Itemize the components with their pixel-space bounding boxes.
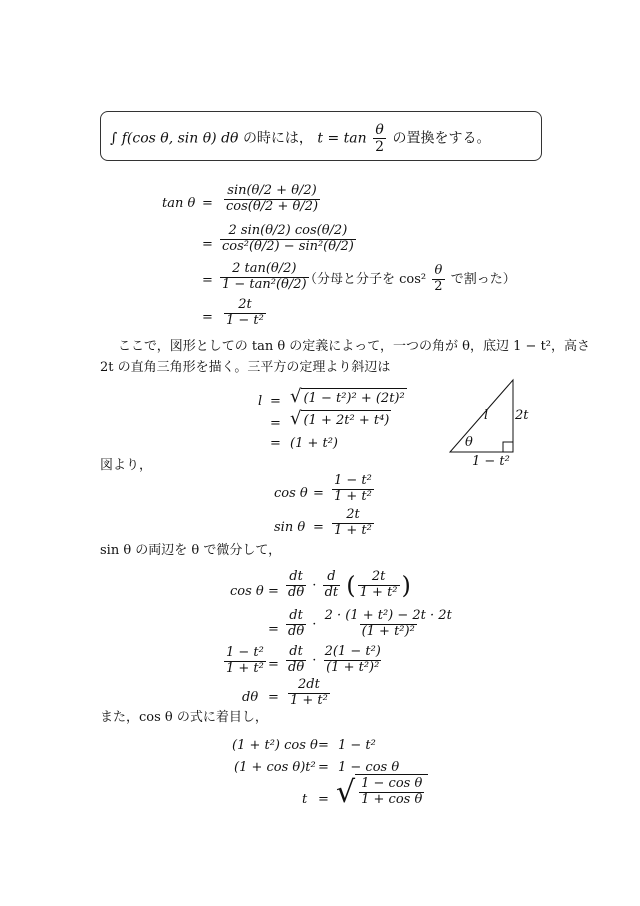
hyp-r1: √ (1 − t²)² + (2t)² — [290, 386, 405, 407]
diff-r3-rhs: $\frac{dt}{d\theta}$ · $\frac{\text{2(1 − t²)}}{\text{(1 + t²)²}}$ — [288, 644, 381, 675]
hyp-lhs: l — [258, 394, 263, 409]
deriv-eq-2: = — [202, 237, 213, 252]
solve-r3-lhs: t — [302, 792, 308, 807]
solve-r2-lhs: (1 + cos θ)t² — [234, 760, 316, 775]
note-line — [110, 122, 490, 155]
hyp-r2: √ (1 + 2t² + t⁴) — [290, 408, 390, 429]
diff-r1-rhs: $\frac{dt}{d\theta}$ · $\frac{d}{dt}$ ( $\frac{2t}{\text{1 + t²}}$ ) — [288, 569, 411, 600]
triangle-angle-label: θ — [465, 435, 473, 450]
paragraph1-line1: ここで，図形としての tan θ の定義によって，一つの角が θ，底辺 1 − t²，高さ — [118, 339, 591, 354]
deriv-eq-1: = — [202, 196, 213, 211]
hyp-eq-2: = — [270, 416, 281, 431]
diff-r4-rhs: $\frac{2dt}{\text{1 + t²}}$ — [290, 677, 328, 708]
cos-lhs: cos θ — [274, 486, 308, 501]
solve-r1-rhs: 1 − t² — [338, 738, 376, 753]
diff-r3-lhs: $\frac{\text{1 − t²}}{\text{1 + t²}}$ — [226, 645, 264, 676]
deriv-eq-3: = — [202, 273, 213, 288]
sin-lhs: sin θ — [274, 520, 306, 535]
triangle-height-label: 2t — [515, 408, 529, 423]
deriv-eq-4: = — [202, 310, 213, 325]
also-text: また，cos θ の式に着目し， — [100, 710, 268, 725]
cos-eq: = — [313, 486, 324, 501]
solve-eq-1: = — [318, 738, 329, 753]
diff-eq-4: = — [268, 690, 279, 705]
deriv-row4: $\frac{2t}{\text{1 − t²}}$ — [226, 297, 264, 328]
hyp-r3: (1 + t²) — [290, 436, 339, 451]
deriv-row1: $\frac{\sin(\theta/2 + \theta/2)}{\cos(\theta/2 + \theta/2)}$ — [226, 183, 319, 214]
hyp-eq-3: = — [270, 436, 281, 451]
deriv-row3-comment: （分母と分子を cos² $\frac{\theta}{2}$ で割った） — [304, 263, 516, 294]
paragraph1-line2: 2t の直角三角形を描く。三平方の定理より斜辺は — [100, 360, 391, 375]
diff-r1-lhs: cos θ — [230, 584, 264, 599]
solve-eq-2: = — [318, 760, 329, 775]
right-angle-mark — [503, 442, 513, 452]
note-subst-frac: $\frac{\theta}{2}$ — [375, 122, 385, 156]
solve-r3-rhs: √ $\frac{\text{1 − cos θ}}{\text{1 + cos θ}}$ — [336, 774, 428, 808]
diff-eq-3: = — [268, 657, 279, 672]
deriv-row2: $\frac{2 \sin(\theta/2) \cos(\theta/2)}{\text{cos²(θ/2) − sin²(θ/2)}}$ — [222, 223, 354, 254]
sin-eq: = — [313, 520, 324, 535]
note-text-end: の置換をする。 — [392, 130, 491, 147]
note-text-mid: の時には， — [242, 130, 313, 147]
cos-frac: $\frac{\text{1 − t²}}{\text{1 + t²}}$ — [334, 473, 372, 504]
diff-r2-rhs: $\frac{dt}{d\theta}$ · $\frac{\text{2 · (1 + t²) − 2t · 2t}}{\text{(1 + t²)²}}$ — [288, 608, 452, 639]
solve-eq-3: = — [318, 792, 329, 807]
solve-r1-lhs: (1 + t²) cos θ — [232, 738, 318, 753]
differentiate-text: sin θ の両辺を θ で微分して， — [100, 543, 282, 558]
deriv-lhs: tan θ — [162, 196, 196, 211]
diff-eq-2: = — [268, 622, 279, 637]
sin-frac: $\frac{2t}{\text{1 + t²}}$ — [334, 507, 372, 538]
figure-text: 図より， — [100, 458, 153, 473]
diff-r4-lhs: dθ — [242, 690, 259, 705]
triangle-hyp-label: l — [484, 408, 489, 423]
note-subst-lhs: t = tan — [317, 130, 367, 147]
diff-eq-1: = — [268, 584, 279, 599]
triangle-base-label: 1 − t² — [472, 454, 510, 469]
hyp-eq-1: = — [270, 394, 281, 409]
triangle-shape — [450, 380, 513, 452]
note-integral: ∫ f(cos θ, sin θ) dθ — [110, 130, 239, 147]
solve-r2-rhs: 1 − cos θ — [338, 760, 400, 775]
deriv-row3: $\frac{2 \tan(\theta/2)}{\text{1 − tan²(θ/2)}}$ — [222, 261, 307, 292]
